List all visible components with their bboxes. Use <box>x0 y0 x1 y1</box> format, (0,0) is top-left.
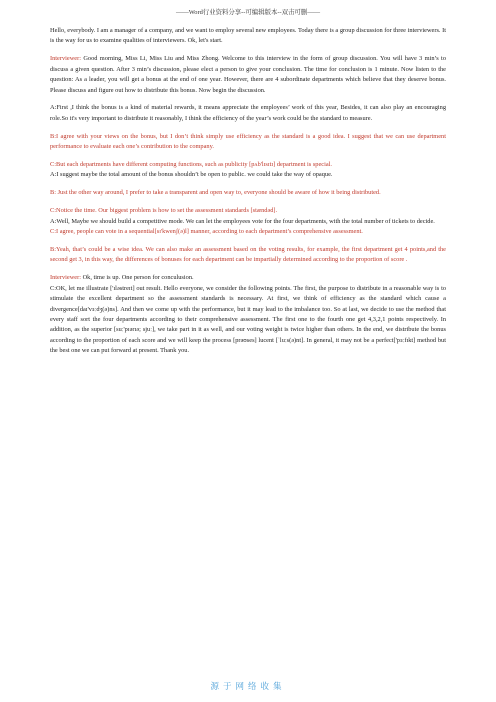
speaker-b-paragraph <box>50 132 446 153</box>
conclusion-paragraph <box>50 273 446 356</box>
speaker-a-paragraph <box>50 103 446 124</box>
speaker-a-text: A:First ,I think the bonus is a kind of material rewards, it means appreciate the employees’ work of this year, Besides, it can also play an encouraging role.So it's very important to distribute it reasonably, I think the efficiency of the year’s work could be the standard to measure. <box>50 104 446 122</box>
intro-paragraph <box>50 26 446 47</box>
speaker-c-text: C:I agree, people can vote in a sequential[sɪ'kwenʃ(ə)l] manner, according to each department’s comprehensive assessment. <box>50 228 363 236</box>
speaker-b-text: B:I agree with your views on the bonus, but I don’t think simply use efficiency as the standard is a good idea. I suggest that we can use department performance to evaluate each one’s contribution to the company. <box>50 132 446 151</box>
page-footer: 源于网络收集 <box>210 681 286 691</box>
speaker-c-a-paragraph <box>50 160 446 181</box>
speaker-b-paragraph <box>50 188 446 198</box>
page-header: ——Word行业资料分享--可编辑版本--双击可删—— <box>176 9 320 16</box>
conclusion-text: C:OK, let me illustrate ['ɪləstreɪt] out result. Hello everyone, we consider the following points. The first, the purpose to distribute in a reasonable way is to stimulate the excellent department so the assessment standards is necessary. At first, we think of efficiency as the standard which cause a divergence[daɪ'vɜːdʒ(ə)ns]. And then we come up with the performance, but it may lead to the imbalance too. So at last, we decide to use the method that every staff sort the four departments according to their comprehensive assessment. The first one to the fourth one get 4,3,2,1 points respectively. In addition, as the superior [suː'pɪərɪə; sjuː], we take part in it as well, and our voting weight is twice higher than others. In the end, we distribute the bonus according to the proportion of each score and we will keep the process [prəʊses] lucent [ˈluːs(ə)nt]. In general, it may not be a perfect['pɜːfɪkt] method but the best one we can put forward at present. Thank you. <box>50 284 446 355</box>
speaker-c-text: C:Notice the time. Our biggest problem is how to set the assessment standards [stændəd]. <box>50 207 278 215</box>
speaker-b-text: B: Just the other way around, I prefer to take a transparent and open way to, everyone should be aware of how it being distributed. <box>50 189 381 197</box>
speaker-c-text: C:But each departments have different computing functions, such as publicity [pʌb'lɪsɪtɪ] department is special. <box>50 161 333 169</box>
interviewer-text: Ok, time is up. One person for conculusion. <box>81 274 194 282</box>
speaker-c-a-c-paragraph <box>50 206 446 237</box>
speaker-a-text: A:I suggest maybe the total amount of the bonus shouldn’t be open to public. we could take the way of opaque. <box>50 171 333 179</box>
speaker-label: Interviewer: <box>50 274 81 282</box>
document-body <box>50 26 446 364</box>
speaker-b-text: B:Yeah, that’s could be a wise idea. We can also make an assessment based on the voting results, for example, the first department get 4 points,and the second get 3, in this way, the differences of bonuses for each department can be impartially determined according to the proportion of score . <box>50 246 446 264</box>
intro-text: Hello, everybody. I am a manager of a company, and we want to employ several new employees. Today there is a group discussion for three interviewers. It is the way for us to examine qualities of interviewers. Ok, let's start. <box>50 27 446 45</box>
speaker-a-text: A:Well, Maybe we should build a competitive mode. We can let the employees vote for the four departments, with the total number of tickets to decide. <box>50 217 435 225</box>
speaker-label: Interviewer: <box>50 55 81 63</box>
speaker-b-paragraph <box>50 245 446 266</box>
interviewer-opening <box>50 54 446 96</box>
interviewer-text: Good morning, Miss Li, Miss Liu and Miss Zhong. Welcome to this interview in the form of group discussion. You will have 3 min’s to discuss a given question. After 3 min’s discussion, please elect a person to give your conclusion. The time for conclusion is 1 minute. Now listen to the question: As a leader, you will get a bonus at the end of one year. However, there are 4 subordinate departments which believe that they deserve bonus. Please discuss and figure out how to distribute this bonus. Now begin the discussion. <box>50 55 446 94</box>
